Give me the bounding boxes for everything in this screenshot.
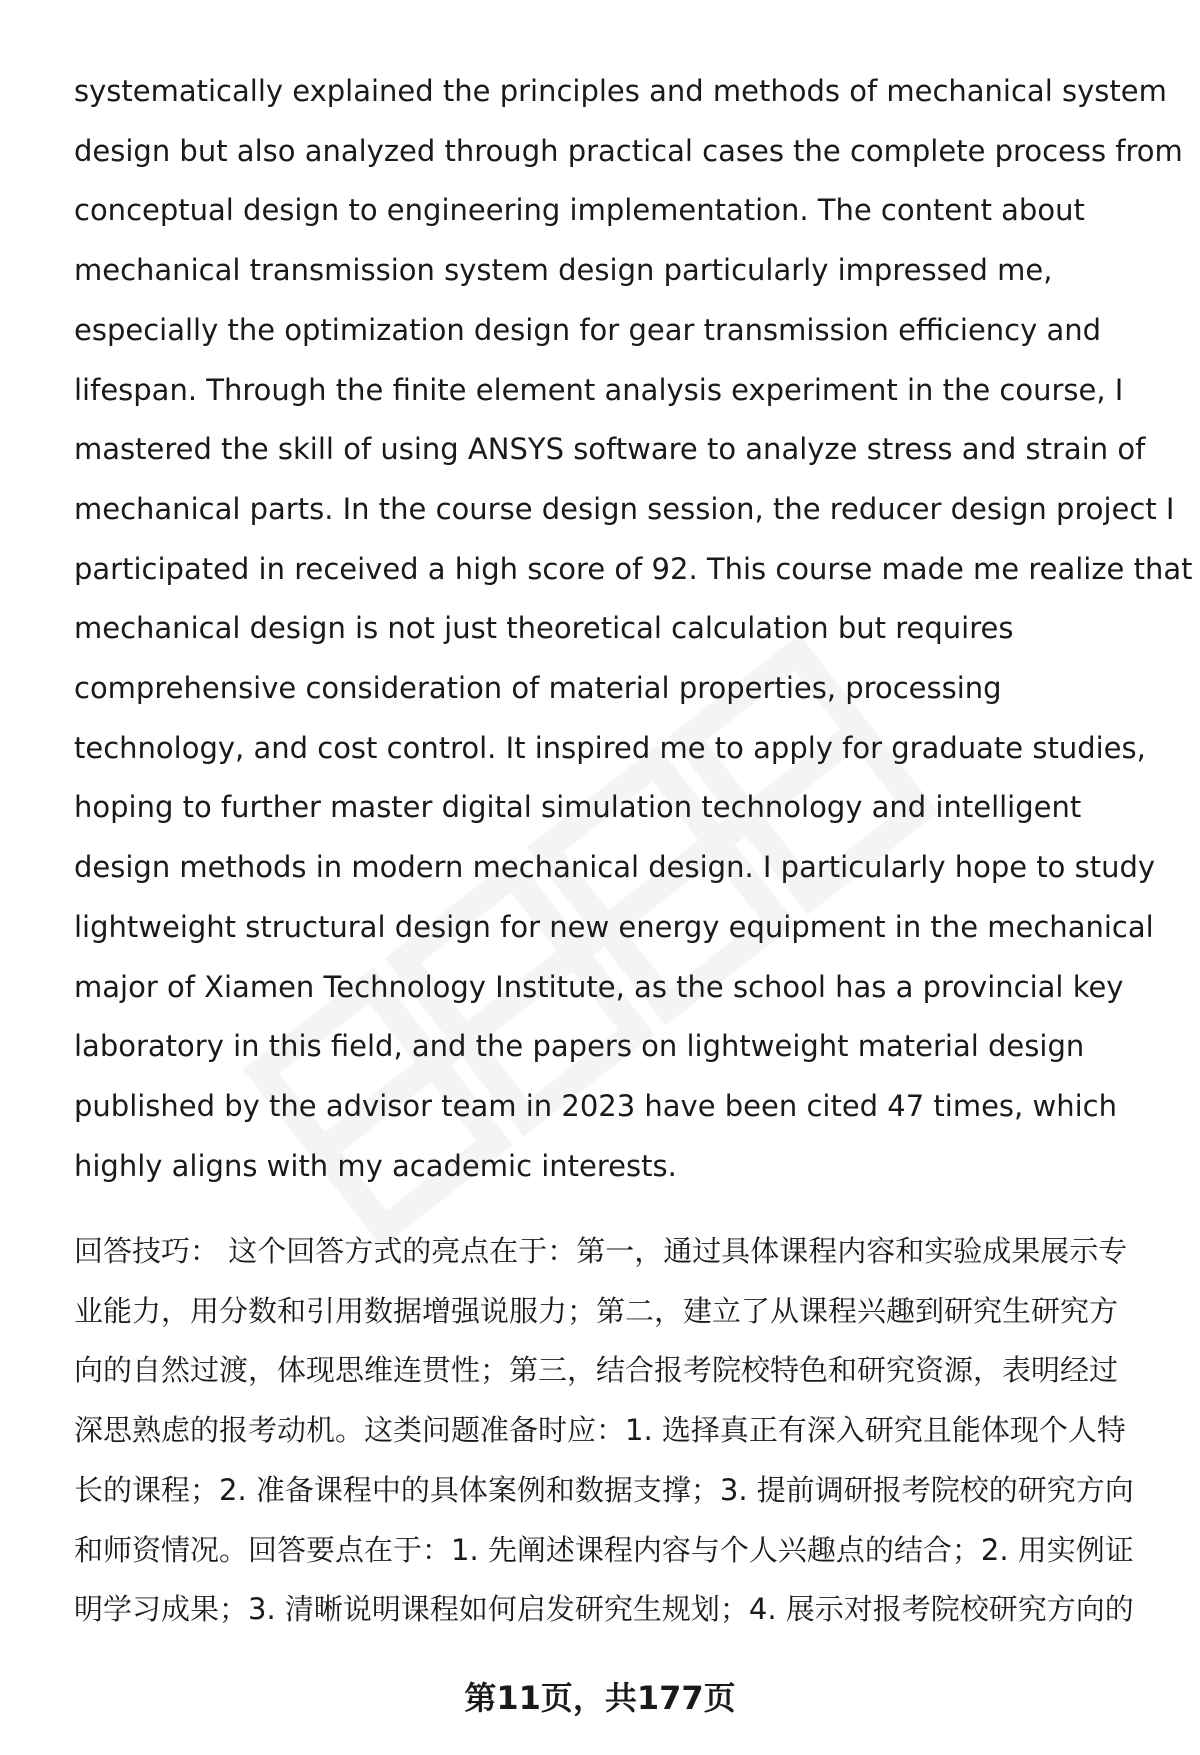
text-line: hoping to further master digital simulation technology and intelligent xyxy=(74,790,1082,825)
text-line: 长的课程；2. 准备课程中的具体案例和数据支撑；3. 提前调研报考院校的研究方向 xyxy=(74,1472,1134,1507)
text-line: published by the advisor team in 2023 have been cited 47 times, which xyxy=(74,1088,1117,1123)
answer-tips-paragraph xyxy=(74,1222,1154,1640)
text-line: 业能力，用分数和引用数据增强说服力；第二，建立了从课程兴趣到研究生研究方 xyxy=(74,1293,1119,1328)
english-paragraph xyxy=(74,62,1193,1196)
text-line: 和师资情况。回答要点在于：1. 先阐述课程内容与个人兴趣点的结合；2. 用实例证 xyxy=(74,1532,1134,1567)
text-line: mechanical design is not just theoretical calculation but requires xyxy=(74,611,1014,646)
text-line: 回答技巧： 这个回答方式的亮点在于：第一，通过具体课程内容和实验成果展示专 xyxy=(74,1234,1128,1268)
text-line: mechanical parts. In the course design session, the reducer design project I xyxy=(74,491,1175,526)
text-line: systematically explained the principles and methods of mechanical system xyxy=(74,74,1167,108)
text-line: lifespan. Through the finite element analysis experiment in the course, I xyxy=(74,372,1124,407)
text-line: design methods in modern mechanical design. I particularly hope to study xyxy=(74,850,1156,885)
text-line: major of Xiamen Technology Institute, as the school has a provincial key xyxy=(74,969,1124,1004)
text-line: comprehensive consideration of material properties, processing xyxy=(74,671,1002,706)
text-line: 深思熟虑的报考动机。这类问题准备时应：1. 选择真正有深入研究且能体现个人特 xyxy=(74,1413,1126,1448)
text-line: technology, and cost control. It inspired me to apply for graduate studies, xyxy=(74,730,1146,765)
text-line: participated in received a high score of 92. This course made me realize that xyxy=(74,551,1193,586)
text-line: design but also analyzed through practical cases the complete process from xyxy=(74,133,1183,168)
text-line: conceptual design to engineering implementation. The content about xyxy=(74,193,1085,228)
text-line: highly aligns with my academic interests. xyxy=(74,1148,677,1183)
text-line: lightweight structural design for new energy equipment in the mechanical xyxy=(74,909,1154,944)
text-line: 明学习成果；3. 清晰说明课程如何启发研究生规划；4. 展示对报考院校研究方向的 xyxy=(74,1592,1134,1627)
text-line: especially the optimization design for gear transmission efficiency and xyxy=(74,312,1102,347)
text-line: laboratory in this field, and the papers on lightweight material design xyxy=(74,1029,1085,1064)
text-line: mastered the skill of using ANSYS software to analyze stress and strain of xyxy=(74,432,1146,467)
text-line: 向的自然过渡，体现思维连贯性；第三，结合报考院校特色和研究资源，表明经过 xyxy=(74,1353,1119,1388)
text-line: mechanical transmission system design particularly impressed me, xyxy=(74,253,1053,288)
page-number-footer: 第11页，共177页 xyxy=(464,1679,736,1717)
